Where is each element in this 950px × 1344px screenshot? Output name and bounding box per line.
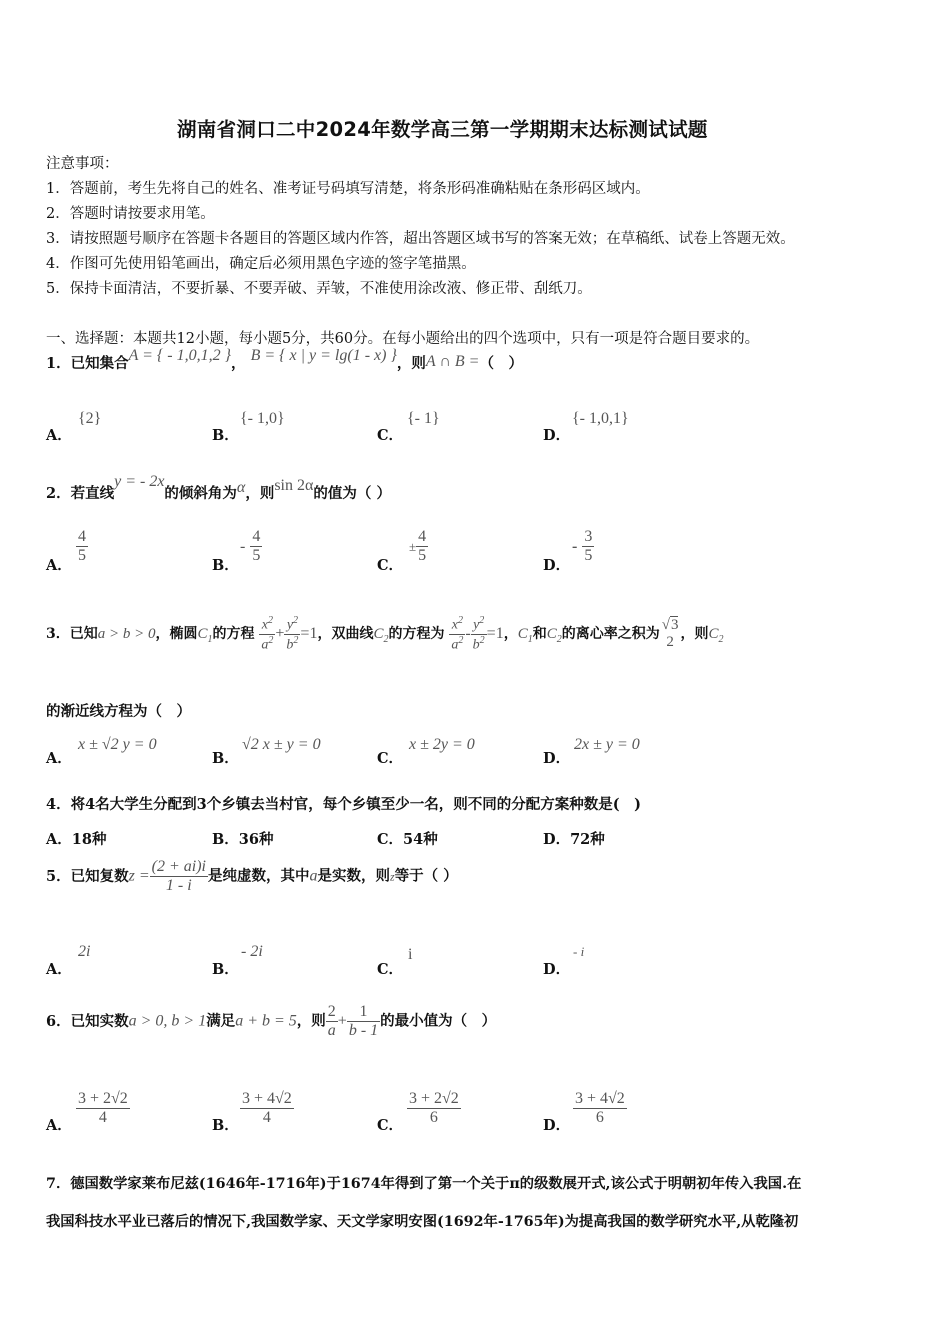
q2-option-a-value: $\frac{4}{5}$ <box>78 528 86 564</box>
q2-option-d[interactable]: D． <box>543 557 571 574</box>
q6-option-c-value: $\frac{3 + 2√2}{6}$ <box>409 1090 459 1126</box>
q3-option-c[interactable]: C． <box>377 750 404 767</box>
notice-item: 3．请按照题号顺序在答题卡各题目的答题区域内作答，超出答题区域书写的答案无效；在草稿纸、试卷上答题无效。 <box>46 231 795 247</box>
q1-option-d-value: {- 1,0,1} <box>572 410 629 427</box>
q5-option-d-value: - i <box>573 944 585 959</box>
q1-option-a-value: {2} <box>78 410 102 427</box>
set-b: B = { x | y = lg(1 - x) } <box>250 347 397 364</box>
q1-option-a[interactable]: A． <box>46 427 72 444</box>
set-a: A = { - 1,0,1,2 } <box>128 347 231 364</box>
q4-option-a[interactable]: A．18种 <box>46 831 107 848</box>
q6-option-d-value: $\frac{3 + 4√2}{6}$ <box>575 1090 625 1126</box>
q1-option-c-value: {- 1} <box>407 410 440 427</box>
notice-heading: 注意事项： <box>46 156 119 172</box>
notice-item: 1．答题前，考生先将自己的姓名、准考证号码填写清楚，将条形码准确粘贴在条形码区域内。 <box>46 181 650 197</box>
q5-option-a-value: 2i <box>78 943 91 960</box>
q2-option-a[interactable]: A． <box>46 557 72 574</box>
q6-option-b[interactable]: B． <box>212 1117 239 1134</box>
q6-option-c[interactable]: C． <box>377 1117 404 1134</box>
q5-option-b[interactable]: B． <box>212 961 239 978</box>
q2-option-b[interactable]: B． <box>212 557 239 574</box>
q6-option-d[interactable]: D． <box>543 1117 571 1134</box>
q2-option-d-value: - $\frac{3}{5}$ <box>572 528 593 564</box>
question-4: 4．将4名大学生分配到3个乡镇去当村官，每个乡镇至少一名，则不同的分配方案种数是( ) <box>46 796 641 813</box>
q6-option-a-value: $\frac{3 + 2√2}{4}$ <box>78 1090 128 1126</box>
q4-option-d[interactable]: D．72种 <box>543 831 605 848</box>
section-heading: 一、选择题：本题共12小题，每小题5分，共60分。在每小题给出的四个选项中，只有一项是符合题目要求的。 <box>46 331 760 347</box>
q5-option-c-value: i <box>408 946 413 963</box>
question-7-line-1: 7．德国数学家莱布尼兹(1646年-1716年)于1674年得到了第一个关于π的级数展开式,该公式于明朝初年传入我国.在 <box>46 1176 802 1192</box>
q3-option-a-value: x ± √2 y = 0 <box>78 736 157 753</box>
q1-option-c[interactable]: C． <box>377 427 404 444</box>
q5-option-a[interactable]: A． <box>46 961 72 978</box>
q3-option-d-value: 2x ± y = 0 <box>574 736 640 753</box>
q4-option-b[interactable]: B．36种 <box>212 831 274 848</box>
q1-option-b[interactable]: B． <box>212 427 239 444</box>
q5-option-b-value: - 2i <box>241 943 263 960</box>
intersection-expr: A ∩ B = <box>425 353 480 370</box>
notice-item: 4．作图可先使用铅笔画出，确定后必须用黑色字迹的签字笔描黑。 <box>46 256 476 272</box>
question-7-line-2: 我国科技水平业已落后的情况下,我国数学家、天文学家明安图(1692年-1765年)为提高我国的数学研究水平,从乾隆初 <box>46 1214 799 1230</box>
question-6: 6．已知实数a > 0, b > 1满足a + b = 5，则 $\frac{2}{a}$ + $\frac{1}{b - 1}$ 的最小值为（ ） <box>46 1003 497 1039</box>
q1-option-b-value: {- 1,0} <box>240 410 285 427</box>
q3-option-b[interactable]: B． <box>212 750 239 767</box>
q3-option-a[interactable]: A． <box>46 750 72 767</box>
q2-option-c[interactable]: C． <box>377 557 404 574</box>
q6-option-b-value: $\frac{3 + 4√2}{4}$ <box>242 1090 292 1126</box>
q3-option-d[interactable]: D． <box>543 750 571 767</box>
question-5: 5．已知复数z = $\frac{(2 + ai)i}{1 - i}$ 是纯虚数，其中a是实数，则z等于（ ） <box>46 858 458 894</box>
notice-item: 2．答题时请按要求用笔。 <box>46 206 215 222</box>
q5-option-d[interactable]: D． <box>543 961 571 978</box>
page-title: 湖南省洞口二中2024年数学高三第一学期期末达标测试试题 <box>177 118 708 141</box>
question-2: 2．若直线y = - 2x的倾斜角为α，则sin 2α的值为（ ） <box>46 473 391 502</box>
notice-item: 5．保持卡面清洁，不要折暴、不要弄破、弄皱，不准使用涂改液、修正带、刮纸刀。 <box>46 281 592 297</box>
q1-option-d[interactable]: D． <box>543 427 571 444</box>
question-3: 3．已知a > b > 0，椭圆$C_1$的方程 $\frac{x^2}{a^2}$ + $\frac{y^2}{b^2}$ =1，双曲线$C_2$的方程为 $\frac{x^2}{a^2}$ - $\frac{y^2}{b^2}$ =1，$C_1$和$C_2$的离心率之积为 √3 2 ，则$C_2$ <box>46 615 724 653</box>
q2-option-b-value: - $\frac{4}{5}$ <box>240 528 261 564</box>
q6-option-a[interactable]: A． <box>46 1117 72 1134</box>
question-3-line-2: 的渐近线方程为（ ） <box>46 703 191 720</box>
q3-option-b-value: √2 x ± y = 0 <box>242 736 321 753</box>
question-1: 1．已知集合A = { - 1,0,1,2 }， B = { x | y = lg(1 - x) }，则A ∩ B =（ ） <box>46 347 523 372</box>
q3-option-c-value: x ± 2y = 0 <box>409 736 475 753</box>
q5-option-c[interactable]: C． <box>377 961 404 978</box>
q2-option-c-value: ± $\frac{4}{5}$ <box>409 528 427 564</box>
q4-option-c[interactable]: C．54种 <box>377 831 438 848</box>
